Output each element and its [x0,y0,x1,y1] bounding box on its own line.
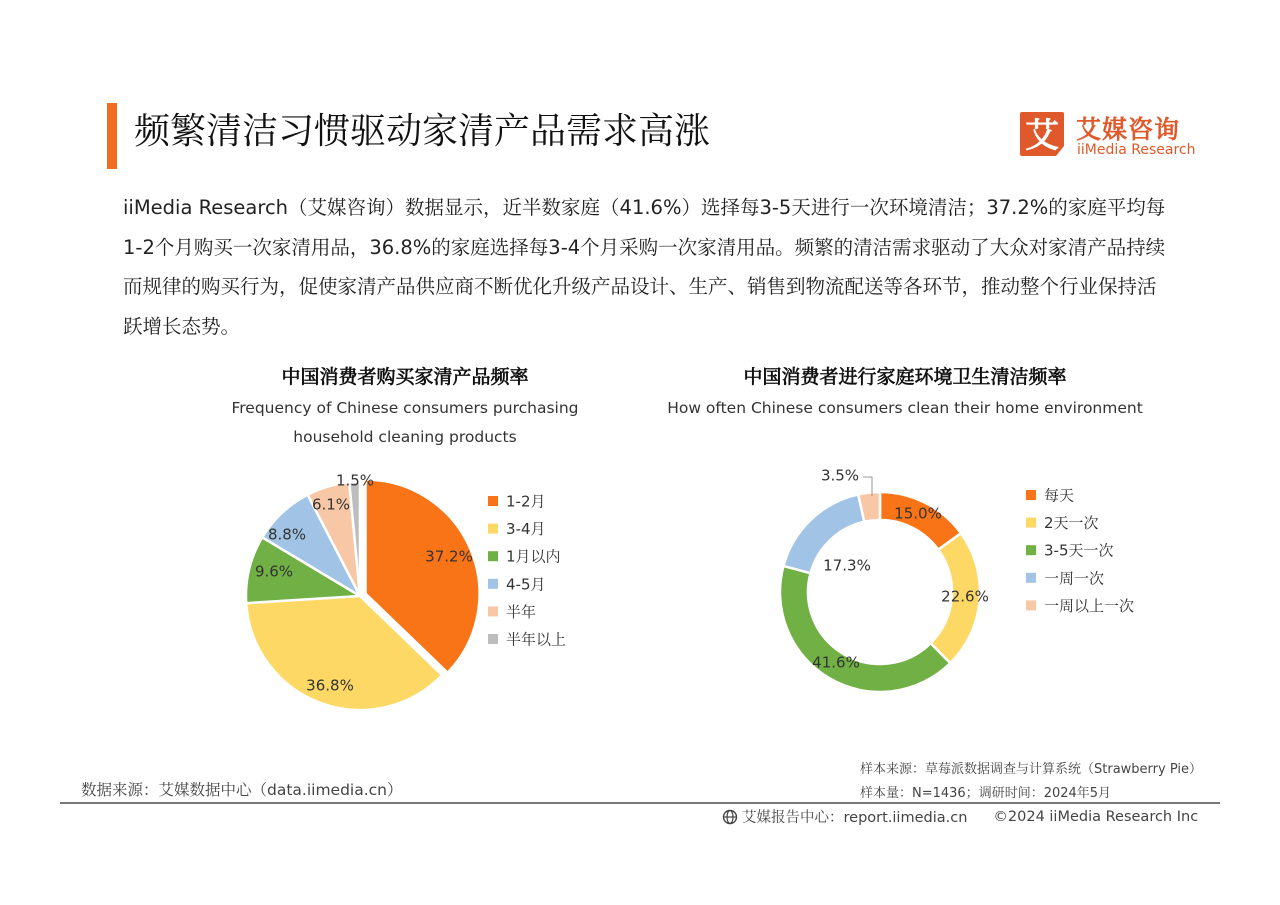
chart1-data-label: 36.8% [306,676,354,695]
chart1-legend-swatch [488,579,498,589]
chart2-legend-swatch [1026,490,1036,500]
data-source: 数据来源：艾媒数据中心（data.iimedia.cn） [81,781,403,799]
chart2-legend-swatch [1026,518,1036,528]
sample-size-note: 样本量：N=1436；调研时间：2024年5月 [860,786,1112,801]
chart1-data-label: 37.2% [425,547,473,566]
chart1-legend-label: 3-4月 [506,520,546,539]
chart2-data-label: 41.6% [812,653,860,672]
footer-divider [60,802,1220,804]
chart1-subtitle-line2: household cleaning products [293,428,517,446]
chart2-data-label: 15.0% [894,504,942,523]
chart1-legend-swatch [488,634,498,644]
intro-paragraph: iiMedia Research（艾媒咨询）数据显示，近半数家庭（41.6%）选择每3-5天进行一次环境清洁；37.2%的家庭平均每1-2个月购买一次家清用品，36.8%的家庭选择每3-4个月采购一次家清用品。频繁的清洁需求驱动了大众对家清产品持续而规律的购买行为，促使家清产品供应商不断优化升级产品设计、生产、销售到物流配送等各环节，推动整个行业保持活跃增长态势。 [123,196,1166,338]
chart1-data-label: 8.8% [267,525,307,544]
footer [722,806,1198,827]
chart2-data-label: 17.3% [823,556,871,575]
chart1-data-label: 9.6% [254,562,294,581]
chart2-legend-swatch [1026,573,1036,583]
chart1-legend-swatch [488,551,498,561]
chart2-data-label: 22.6% [941,587,989,606]
chart2-legend-label: 一周一次 [1044,569,1105,588]
chart1-legend-label: 1-2月 [506,492,546,511]
chart2-legend-swatch [1026,600,1036,610]
chart1-legend-label: 半年 [506,602,537,621]
page-title: 频繁清洁习惯驱动家清产品需求高涨 [134,111,711,152]
chart1-data-label: 6.1% [311,495,351,514]
chart1-legend-label: 4-5月 [506,575,546,594]
chart2-legend-label: 2天一次 [1044,514,1099,533]
chart2-subtitle-line1: How often Chinese consumers clean their home environment [667,399,1143,417]
chart1-legend-label: 半年以上 [506,630,567,649]
chart2-legend-label: 3-5天一次 [1044,541,1114,560]
chart2-slice [780,566,950,692]
chart1-legend-label: 1月以内 [506,547,561,566]
chart1-legend-swatch [488,496,498,506]
logo-mark-text: 艾 [1025,116,1059,156]
chart1-legend-swatch [488,606,498,616]
sample-source-note: 样本来源：草莓派数据调查与计算系统（Strawberry Pie） [860,762,1202,777]
footer-copyright: ©2024 iiMedia Research Inc [993,808,1199,825]
chart1-legend-swatch [488,524,498,534]
chart2-legend-label: 一周以上一次 [1044,596,1135,615]
chart2-legend-label: 每天 [1044,486,1075,505]
footer-report-link[interactable]: 艾媒报告中心：report.iimedia.cn [742,810,968,826]
chart1-title: 中国消费者购买家清产品频率 [281,366,529,388]
chart1-data-label: 1.5% [335,471,375,490]
globe-icon [722,809,738,825]
logo-name-en: iiMedia Research [1077,142,1196,158]
chart2-data-label: 3.5% [820,466,860,485]
chart2-title: 中国消费者进行家庭环境卫生清洁频率 [743,366,1067,388]
logo-name-cn: 艾媒咨询 [1076,115,1181,144]
chart1-subtitle-line1: Frequency of Chinese consumers purchasing [231,399,579,417]
chart2-legend-swatch [1026,545,1036,555]
